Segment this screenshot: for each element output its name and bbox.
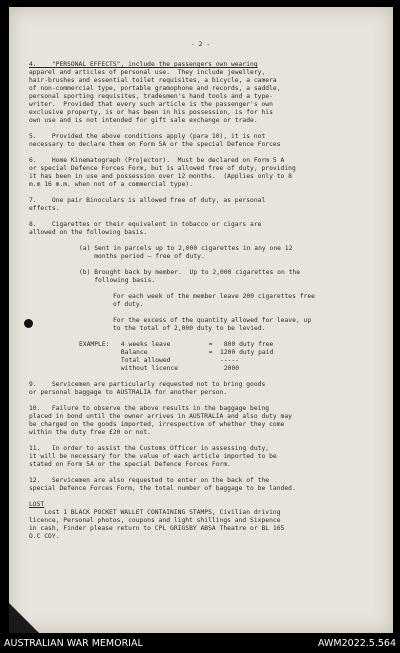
text-line: personal sporting requisites, tradesmen's hand tools and a type- bbox=[29, 93, 273, 100]
text-line: placed in bond until the owner arrives in AUSTRALIA and also duty may bbox=[29, 413, 292, 420]
text-line: m.m 16 m.m. when not of a commercial type). bbox=[29, 181, 193, 188]
text-line: 7. One pair Binoculars is allowed free of duty, as personal bbox=[29, 197, 266, 204]
text-line: (b) Brought back by member. Up to 2,000 cigarettes on the bbox=[79, 269, 301, 276]
text-line: within the duty free £20 or not. bbox=[29, 429, 151, 436]
text-line: Balance = 1200 duty paid bbox=[79, 349, 274, 356]
text-line: 11. In order to assist the Customs Officer in assessing duty, bbox=[29, 445, 270, 452]
lost-heading: LOST bbox=[29, 501, 45, 508]
text-line: (a) Sent in parcels up to 2,000 cigarettes in any one 12 bbox=[79, 245, 293, 252]
archive-footer bbox=[0, 634, 400, 653]
text-line: 9. Servicemen are particularly requested not to bring goods bbox=[29, 381, 266, 388]
text-line: it will be necessary for the value of each article imported to be bbox=[29, 453, 277, 460]
text-line: Lost 1 BLACK POCKET WALLET CONTAINING STAMPS, Civilian driving bbox=[29, 509, 281, 516]
document-text bbox=[9, 7, 393, 633]
text-line: effects. bbox=[29, 205, 60, 212]
text-line: exclusive property, is or has been in his possession, is for his bbox=[29, 109, 273, 116]
text-line: 12. Servicemen are also requested to enter on the back of the bbox=[29, 477, 270, 484]
text-line: following basis. bbox=[79, 277, 156, 284]
archive-name: AUSTRALIAN WAR MEMORIAL bbox=[4, 638, 143, 649]
text-line: For the excess of the quantity allowed for leave, up bbox=[113, 317, 312, 324]
text-line: of non-commercial type, portable gramophone and records, a saddle, bbox=[29, 85, 281, 92]
text-line: EXAMPLE: 4 weeks leave = 800 duty free bbox=[79, 341, 274, 348]
text-line: necessary to declare them on Form 5A or the special Defence Forces bbox=[29, 141, 281, 148]
text-line: Total allowed ----- bbox=[79, 357, 240, 364]
page-corner-shadow bbox=[9, 603, 39, 633]
text-line: stated on Form 5A or the special Defence Forces Form. bbox=[29, 461, 231, 468]
text-line: or personal baggage to AUSTRALIA for another person. bbox=[29, 389, 228, 396]
text-line: of duty. bbox=[113, 301, 144, 308]
text-line: or special Defence Forces Form, but is allowed free of duty, providing bbox=[29, 165, 296, 172]
archive-reference: AWM2022.5.564 bbox=[318, 638, 396, 649]
text-line: For each week of the member leave 200 cigarettes free bbox=[113, 293, 315, 300]
page-number: - 2 - bbox=[191, 41, 211, 48]
text-line: O.C COY. bbox=[29, 533, 60, 540]
text-line: 10. Failure to observe the above results in the baggage being bbox=[29, 405, 270, 412]
text-line: it has been in use and possession over 12 months. (Applies only to 8 bbox=[29, 173, 292, 180]
text-line: licence, Personal photos, coupons and light shillings and Sixpence bbox=[29, 517, 281, 524]
text-line: special Defence Forces Form, the total number of baggage to be landed. bbox=[29, 485, 296, 492]
text-line: allowed on the following basis. bbox=[29, 229, 148, 236]
text-line: without licence 2000 bbox=[79, 365, 240, 372]
text-line: be charged on the goods imported, irrespective of whether they come bbox=[29, 421, 285, 428]
document-page bbox=[9, 7, 393, 633]
text-line: in cash, Finder please return to CPL GRIGSBY ABSA Theatre or BL 165 bbox=[29, 525, 285, 532]
text-line: 6. Home Kinematograph (Projector). Must be declared on Form 5 A bbox=[29, 157, 285, 164]
text-line: apparel and articles of personal use. They include jewellery, bbox=[29, 69, 266, 76]
text-line: 8. Cigarettes or their equivalent in tobacco or cigars are bbox=[29, 221, 262, 228]
text-line: 5. Provided the above conditions apply (para 10), it is not bbox=[29, 133, 266, 140]
text-line: own use and is not intended for gift sale exchange or trade. bbox=[29, 117, 258, 124]
text-line: hair-brushes and essential toilet requisites, a bicycle, a camera bbox=[29, 77, 277, 84]
text-line: to the total of 2,000 duty to be levied. bbox=[113, 325, 266, 332]
text-line: 4. "PERSONAL EFFECTS", include the passengers own wearing bbox=[29, 61, 258, 68]
text-line: writer. Provided that every such article is the passenger's own bbox=[29, 101, 273, 108]
text-line: months period — free of duty. bbox=[79, 253, 205, 260]
